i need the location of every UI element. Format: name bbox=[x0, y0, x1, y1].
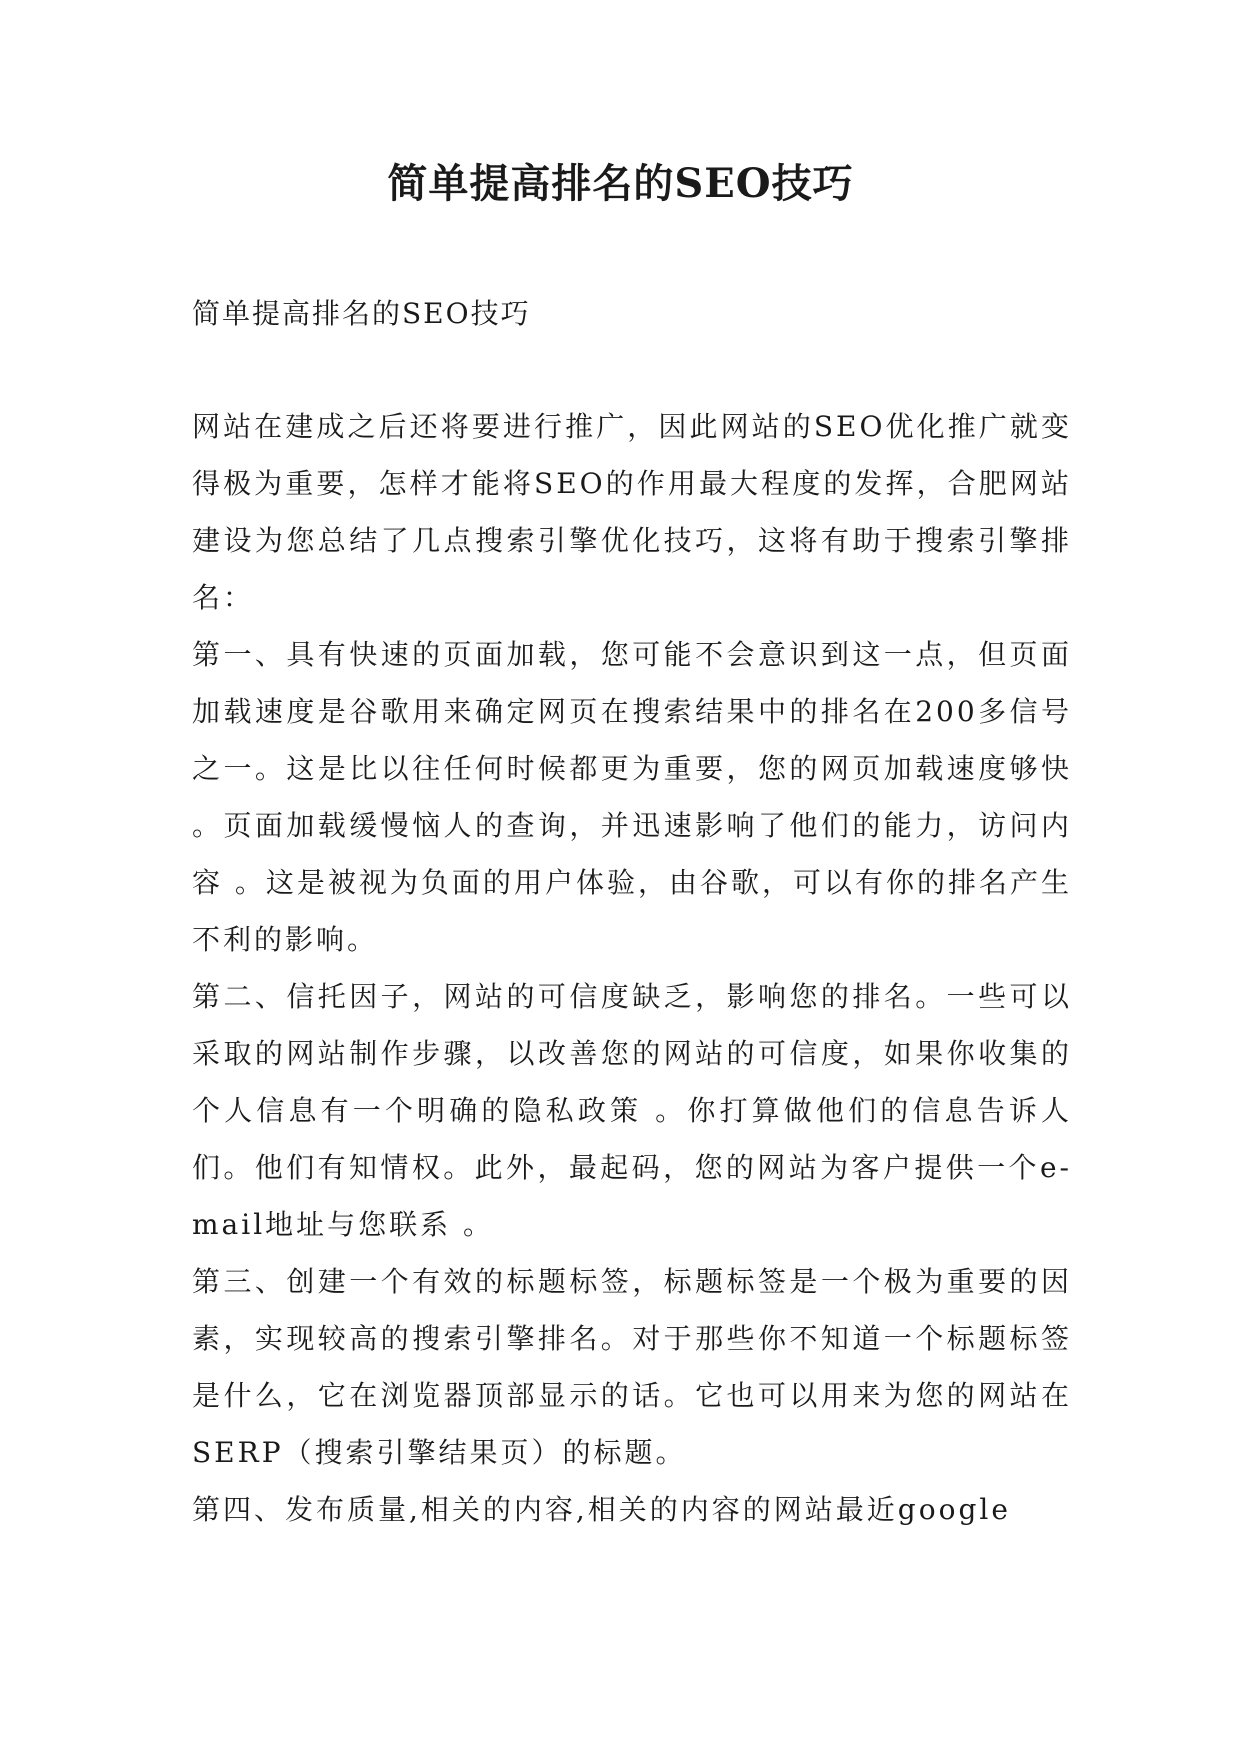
document-title: 简单提高排名的SEO技巧 bbox=[387, 160, 854, 207]
paragraph-point-1: 第一、具有快速的页面加载，您可能不会意识到这一点，但页面加载速度是谷歌用来确定网页在搜索结果中的排名在200多信号之一。这是比以往任何时候都更为重要，您的网页加载速度够快 。页面加载缓慢恼人的查询，并迅速影响了他们的能力，访问内容 。这是被视为负面的用户体验，由谷歌，可以有你的排名产生不利的影响。 bbox=[192, 638, 1072, 956]
paragraph-point-2: 第二、信托因子，网站的可信度缺乏，影响您的排名。一些可以采取的网站制作步骤，以改善您的网站的可信度，如果你收集的个人信息有一个明确的隐私政策 。你打算做他们的信息告诉人们。他们有知情权。此外，最起码，您的网站为客户提供一个e-mail地址与您联系 。 bbox=[192, 980, 1072, 1241]
document-body bbox=[192, 398, 1072, 1538]
paragraph-intro: 网站在建成之后还将要进行推广，因此网站的SEO优化推广就变得极为重要，怎样才能将SEO的作用最大程度的发挥，合肥网站建设为您总结了几点搜索引擎优化技巧，这将有助于搜索引擎排名： bbox=[192, 410, 1072, 614]
paragraph-point-3: 第三、创建一个有效的标题标签，标题标签是一个极为重要的因素，实现较高的搜索引擎排名。对于那些你不知道一个标题标签是什么，它在浏览器顶部显示的话。它也可以用来为您的网站在SERP（搜索引擎结果页）的标题。 bbox=[192, 1265, 1072, 1469]
document-subtitle: 简单提高排名的SEO技巧 bbox=[192, 297, 531, 330]
paragraph-point-4: 第四、发布质量,相关的内容,相关的内容的网站最近google bbox=[192, 1493, 1011, 1526]
